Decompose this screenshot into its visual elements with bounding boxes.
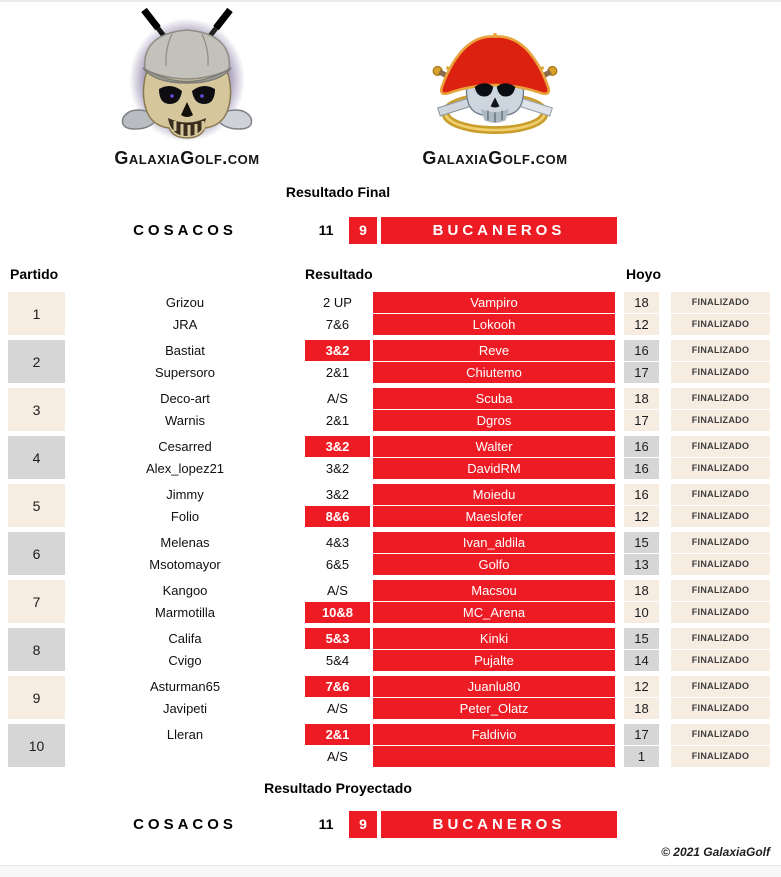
cosacos-projected-score: 11 [318,816,334,832]
cosaco-player-name: Grizou [165,295,205,310]
match-status-badge: FINALIZADO [671,532,770,553]
match-result: 10&8 [305,602,370,623]
cosaco-player-name: Kangoo [162,583,208,598]
match-status-badge: FINALIZADO [671,340,770,361]
match-status-badge: FINALIZADO [671,602,770,623]
bucanero-player-name: Macsou [373,580,615,601]
bucanero-player-name: Walter [373,436,615,457]
cosaco-player-name: Asturman65 [149,679,221,694]
cosaco-player-name: Cesarred [158,439,212,454]
match-row [65,388,781,409]
match-status-badge: FINALIZADO [671,698,770,719]
cosaco-player-name: Califa [168,631,202,646]
bucanero-player-name: Scuba [373,388,615,409]
hole-number: 16 [624,484,659,505]
cosaco-player-name: Folio [170,509,200,524]
projected-result-title: Resultado Proyectado [264,780,412,796]
hole-number: 18 [624,698,659,719]
final-result-title: Resultado Final [285,184,391,200]
match-result: 5&4 [325,653,350,668]
bucaneros-projected-score: 9 [349,811,377,838]
score-bar-spacer [0,811,65,838]
bucanero-player-name: Chiutemo [373,362,615,383]
bucanero-player-name: Kinki [373,628,615,649]
match-row [65,314,781,335]
hole-number: 17 [624,724,659,745]
match-result: 2&1 [305,724,370,745]
matches-table [8,292,781,767]
match-status-badge: FINALIZADO [671,506,770,527]
match-row [65,362,781,383]
hole-number: 14 [624,650,659,671]
match-row [65,410,781,431]
cosacos-team-name: COSACOS [133,222,237,239]
match-row [65,340,781,361]
match-result: 2&1 [325,365,350,380]
bucanero-player-name: Vampiro [373,292,615,313]
match-result: 3&2 [325,487,350,502]
match-row [65,292,781,313]
match-result: 3&2 [325,461,350,476]
column-header-resultado: Resultado [305,266,373,282]
table-header-row [8,266,781,282]
match-block [8,532,781,575]
cosacos-logo-caption: GalaxiaGolf.com [114,148,260,168]
cosaco-player-name: Marmotilla [155,605,215,620]
match-result: A/S [327,749,348,764]
match-block [8,580,781,623]
bucanero-player-name: Dgros [373,410,615,431]
cosaco-player-name: Lleran [166,727,204,742]
match-status-badge: FINALIZADO [671,746,770,767]
score-bar-spacer [0,217,65,244]
cosaco-player-name: Warnis [165,413,205,428]
match-status-badge: FINALIZADO [671,292,770,313]
match-row [65,506,781,527]
bucaneros-pirate-skull-icon [420,8,570,148]
match-result: 8&6 [305,506,370,527]
hole-number: 17 [624,410,659,431]
match-row [65,724,781,745]
bucanero-player-name: DavidRM [373,458,615,479]
match-result: 6&5 [325,557,350,572]
cosaco-player-name [65,746,305,767]
bucanero-player-name [373,746,615,767]
hole-number: 15 [624,628,659,649]
match-number: 7 [8,580,65,623]
match-block [8,388,781,431]
hole-number: 18 [624,292,659,313]
match-result: 3&2 [305,436,370,457]
cosaco-player-name: Cvigo [168,653,202,668]
match-block [8,484,781,527]
hole-number: 1 [624,746,659,767]
match-number: 9 [8,676,65,719]
bucanero-player-name: Peter_Olatz [373,698,615,719]
bucaneros-team-name: BUCANEROS [381,217,617,244]
hole-number: 16 [624,436,659,457]
match-number: 6 [8,532,65,575]
bucanero-player-name: Reve [373,340,615,361]
hole-number: 10 [624,602,659,623]
match-result: 3&2 [305,340,370,361]
hole-number: 18 [624,580,659,601]
match-status-badge: FINALIZADO [671,676,770,697]
match-number: 2 [8,340,65,383]
cosacos-team-name: COSACOS [133,816,237,833]
match-status-badge: FINALIZADO [671,314,770,335]
match-number: 4 [8,436,65,479]
match-status-badge: FINALIZADO [671,436,770,457]
match-number: 10 [8,724,65,767]
match-status-badge: FINALIZADO [671,554,770,575]
footer-strip [0,865,781,877]
column-header-spacer [370,266,624,282]
match-row [65,532,781,553]
hole-number: 16 [624,340,659,361]
match-block [8,340,781,383]
match-row [65,602,781,623]
match-status-badge: FINALIZADO [671,362,770,383]
cosaco-player-name: Msotomayor [149,557,221,572]
match-status-badge: FINALIZADO [671,580,770,601]
match-row [65,650,781,671]
bucanero-player-name: Golfo [373,554,615,575]
column-header-partido: Partido [10,266,59,282]
match-block [8,436,781,479]
match-result: A/S [327,583,348,598]
hole-number: 17 [624,362,659,383]
cosaco-player-name: Jimmy [166,487,204,502]
projected-score-bar [0,811,781,838]
hole-number: 12 [624,314,659,335]
match-result: 2&1 [325,413,350,428]
match-status-badge: FINALIZADO [671,388,770,409]
match-row [65,746,781,767]
column-header-spacer [65,266,305,282]
match-result: 7&6 [305,676,370,697]
bucaneros-team-name: BUCANEROS [381,811,617,838]
match-row [65,698,781,719]
match-status-badge: FINALIZADO [671,458,770,479]
cosacos-score: 11 [318,222,334,238]
match-number: 8 [8,628,65,671]
match-result: 7&6 [325,317,350,332]
match-row [65,580,781,601]
bucaneros-logo [420,8,570,168]
bucanero-player-name: Faldivio [373,724,615,745]
final-score-bar [0,217,781,244]
match-row [65,484,781,505]
match-result: 2 UP [323,295,352,310]
match-block [8,628,781,671]
hole-number: 12 [624,506,659,527]
cosaco-player-name: Deco-art [160,391,210,406]
cosacos-logo [112,8,262,168]
cosacos-skull-golfclubs-icon [112,8,262,148]
team-logos-header [0,8,781,176]
match-number: 1 [8,292,65,335]
match-row [65,628,781,649]
match-status-badge: FINALIZADO [671,650,770,671]
hole-number: 16 [624,458,659,479]
cosaco-player-name: JRA [172,317,198,332]
match-result: A/S [327,701,348,716]
match-row [65,458,781,479]
cosaco-player-name: Javipeti [162,701,208,716]
bucanero-player-name: MC_Arena [373,602,615,623]
bucanero-player-name: Moiedu [373,484,615,505]
cosaco-player-name: Alex_lopez21 [145,461,225,476]
bucanero-player-name: Pujalte [373,650,615,671]
hole-number: 12 [624,676,659,697]
match-block [8,292,781,335]
match-result: A/S [327,391,348,406]
match-block [8,676,781,719]
cosaco-player-name: Bastiat [165,343,205,358]
bucanero-player-name: Juanlu80 [373,676,615,697]
copyright-text: © 2021 GalaxiaGolf [661,845,770,859]
match-status-badge: FINALIZADO [671,628,770,649]
bucaneros-logo-caption: GalaxiaGolf.com [422,148,568,168]
match-number: 5 [8,484,65,527]
cosaco-player-name: Supersoro [155,365,215,380]
bucanero-player-name: Lokooh [373,314,615,335]
column-header-hoyo: Hoyo [626,266,661,282]
hole-number: 15 [624,532,659,553]
bucaneros-score: 9 [349,217,377,244]
bucanero-player-name: Ivan_aldila [373,532,615,553]
match-row [65,554,781,575]
bucanero-player-name: Maeslofer [373,506,615,527]
match-status-badge: FINALIZADO [671,410,770,431]
match-block [8,724,781,767]
match-row [65,676,781,697]
match-number: 3 [8,388,65,431]
hole-number: 18 [624,388,659,409]
match-result: 5&3 [305,628,370,649]
cosaco-player-name: Melenas [160,535,210,550]
hole-number: 13 [624,554,659,575]
match-result: 4&3 [325,535,350,550]
match-status-badge: FINALIZADO [671,484,770,505]
match-status-badge: FINALIZADO [671,724,770,745]
match-row [65,436,781,457]
